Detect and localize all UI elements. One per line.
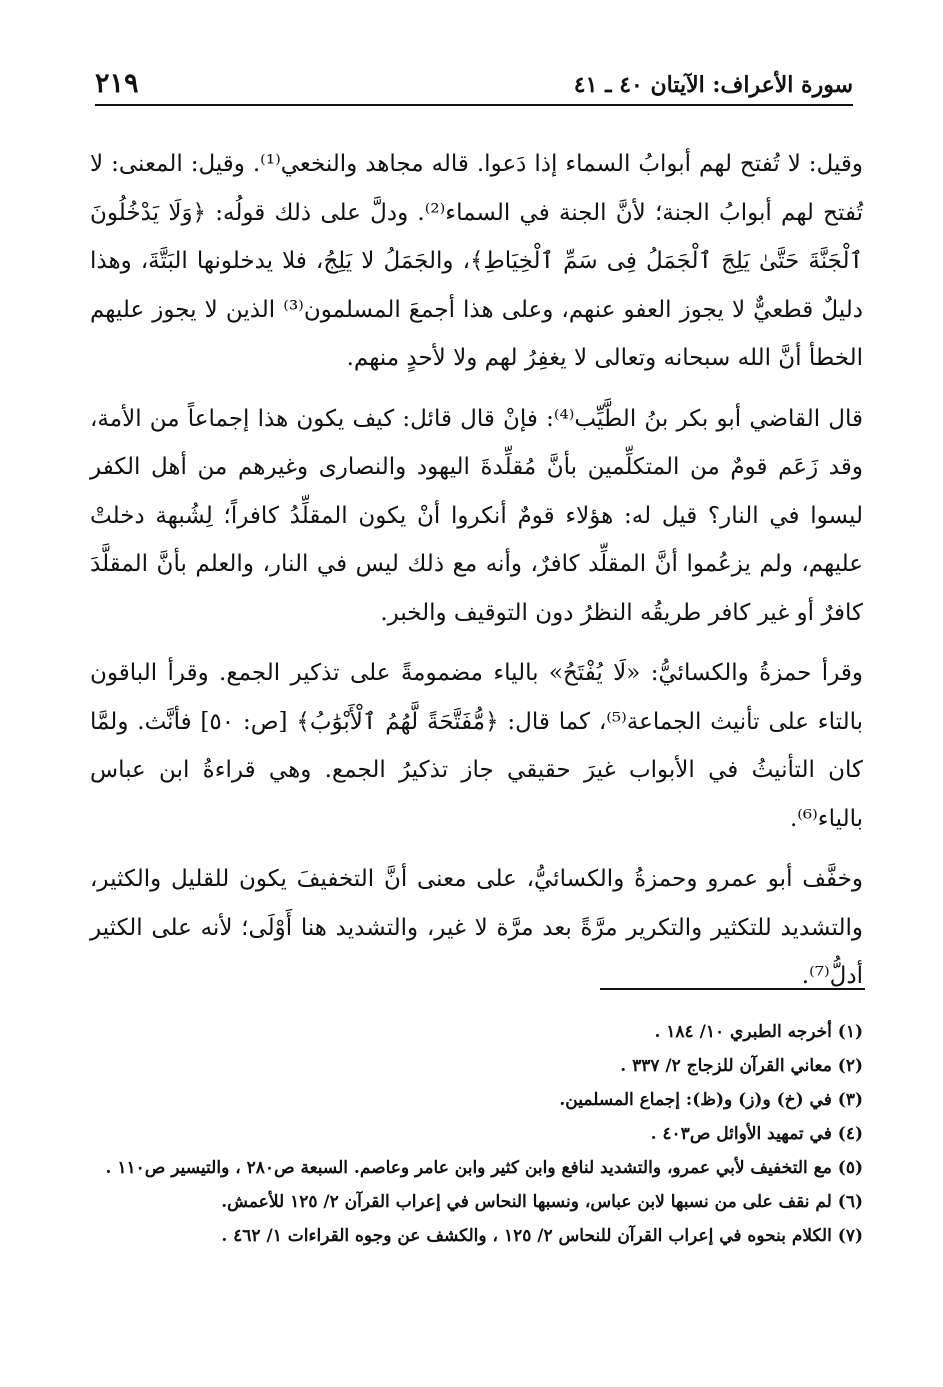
running-header [95,62,853,104]
footnote: (٤) في تمهيد الأوائل ص٤٠٣ . [650,1124,863,1144]
footnote: (٥) مع التخفيف لأبي عمرو، والتشديد لنافع وابن كثير وابن عامر وعاصم. السبعة ص٢٨٠ ، والتيسير ص١١٠ . [105,1158,863,1178]
page-number: ٢١٩ [95,68,139,99]
header-rule [95,104,853,106]
footnote: (٦) لم نقف على من نسبها لابن عباس، ونسبها النحاس في إعراب القرآن ٢/ ١٢٥ للأعمش. [221,1192,863,1212]
footnote: (٣) في (خ) و(ز) و(ظ): إجماع المسلمين. [559,1090,863,1110]
footnotes [90,1017,863,1255]
paragraph: وقرأ حمزةُ والكسائيُّ: «لَا يُفْتَحُ» بالياء مضمومةً على تذكير الجمع. وقرأ الباقون بالتاء على تأنيث الجماعة⁽⁵⁾، كما قال: ﴿مُّفَتَّحَةً لَّهُمُ ٱلْأَبْوَٰبُ﴾ [ص: ٥٠] فأنَّث. ولمَّا كان التأنيثُ في الأبواب غيرَ حقيقي جاز تذكيرُ الجمع. وهي قراءةُ ابن عباس بالياء⁽⁶⁾. [90,660,863,832]
footnote: (١) أخرجه الطبري ١٠/ ١٨٤ . [654,1022,863,1042]
surah-title: سورة الأعراف: الآيتان ٤٠ ـ ٤١ [573,72,853,98]
main-text [90,140,863,1013]
footnote: (٢) معاني القرآن للزجاج ٢/ ٣٣٧ . [620,1056,863,1076]
footnote: (٧) الكلام بنحوه في إعراب القرآن للنحاس ٢/ ١٢٥ ، والكشف عن وجوه القراءات ١/ ٤٦٢ . [221,1226,863,1246]
footnote-separator [600,988,865,990]
paragraph: قال القاضي أبو بكر بنُ الطَّيِّب⁽⁴⁾: فإنْ قال قائل: كيف يكون هذا إجماعاً من الأمة، وقد زَعَم قومٌ من المتكلِّمين بأنَّ مُقلِّدةَ اليهود والنصارى وغيرهم من أهل الكفر ليسوا في النار؟ قيل له: هؤلاء قومٌ أنكروا أنْ يكون المقلِّدُ كافراً؛ لِشُبهة دخلتْ عليهم، ولم يزعُموا أنَّ المقلِّد كافرٌ، وأنه مع ذلك ليس في النار، والعلم بأنَّ المقلَّدَ كافرٌ أو غير كافر طريقُه النظرُ دون التوقيف والخبر. [90,405,863,626]
paragraph: وقيل: لا تُفتح لهم أبوابُ السماء إذا دَعوا. قاله مجاهد والنخعي⁽¹⁾. وقيل: المعنى: لا تُفتح لهم أبوابُ الجنة؛ لأنَّ الجنة في السماء⁽²⁾. ودلَّ على ذلك قولُه: ﴿وَلَا يَدْخُلُونَ ٱلْجَنَّةَ حَتَّىٰ يَلِجَ ٱلْجَمَلُ فِى سَمِّ ٱلْخِيَاطِ﴾، والجَمَلُ لا يَلِجُ، فلا يدخلونها البَتَّةَ، وهذا دليلٌ قطعيٌّ لا يجوز العفو عنهم، وعلى هذا أجمعَ المسلمون⁽³⁾ الذين لا يجوز عليهم الخطأ أنَّ الله سبحانه وتعالى لا يغفِرُ لهم ولا لأحدٍ منهم. [90,151,863,371]
paragraph: وخفَّف أبو عمرو وحمزةُ والكسائيُّ، على معنى أنَّ التخفيفَ يكون للقليل والكثير، والتشديد للتكثير والتكرير مرَّةً بعد مرَّة لا غير، والتشديد هنا أَوْلَى؛ لأنه على الكثير أدلُّ⁽⁷⁾. [90,866,863,989]
